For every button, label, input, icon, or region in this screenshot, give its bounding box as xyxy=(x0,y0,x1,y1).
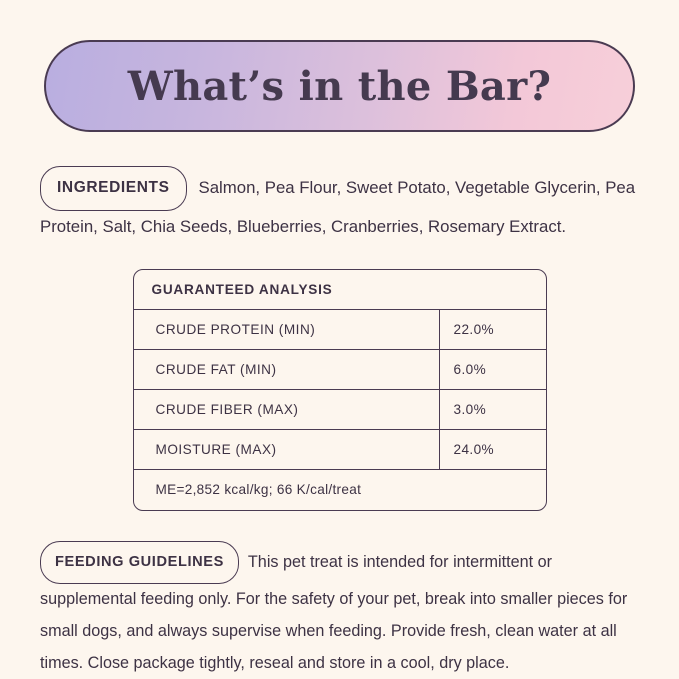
analysis-row-label: CRUDE FIBER (MAX) xyxy=(134,390,440,429)
feeding-guidelines-text: This pet treat is intended for intermittent or supplemental feeding only. For the safety of your pet, break into smaller pieces for small dogs, and always supervise when feeding. Provide fresh, clean water at all times. Close package tightly, reseal and store in a cool, dry place. xyxy=(40,553,628,672)
analysis-row-value: 24.0% xyxy=(453,442,495,457)
ingredients-text: Salmon, Pea Flour, Sweet Potato, Vegetable Glycerin, Pea Protein, Salt, Chia Seeds, Blueberries, Cranberries, Rosemary Extract. xyxy=(40,177,636,236)
analysis-row-value: 6.0% xyxy=(453,362,487,377)
analysis-heading: GUARANTEED ANALYSIS xyxy=(134,270,546,310)
table-row xyxy=(134,350,546,390)
ingredients-label: INGREDIENTS xyxy=(40,166,187,211)
analysis-row-value: 3.0% xyxy=(453,402,487,417)
ingredients-section xyxy=(40,166,639,243)
table-row xyxy=(134,390,546,430)
feeding-guidelines-label: FEEDING GUIDELINES xyxy=(40,541,239,584)
analysis-row-label: CRUDE FAT (MIN) xyxy=(134,350,440,389)
analysis-footnote: ME=2,852 kcal/kg; 66 K/cal/treat xyxy=(155,482,362,497)
analysis-row-value: 22.0% xyxy=(453,322,495,337)
title-banner xyxy=(44,40,635,132)
analysis-row-label: MOISTURE (MAX) xyxy=(134,430,440,469)
feeding-guidelines-section xyxy=(40,541,639,679)
table-row xyxy=(134,430,546,470)
table-row xyxy=(134,310,546,350)
page-title: What’s in the Bar? xyxy=(127,62,552,110)
analysis-row-label: CRUDE PROTEIN (MIN) xyxy=(134,310,440,349)
guaranteed-analysis-table xyxy=(133,269,547,511)
